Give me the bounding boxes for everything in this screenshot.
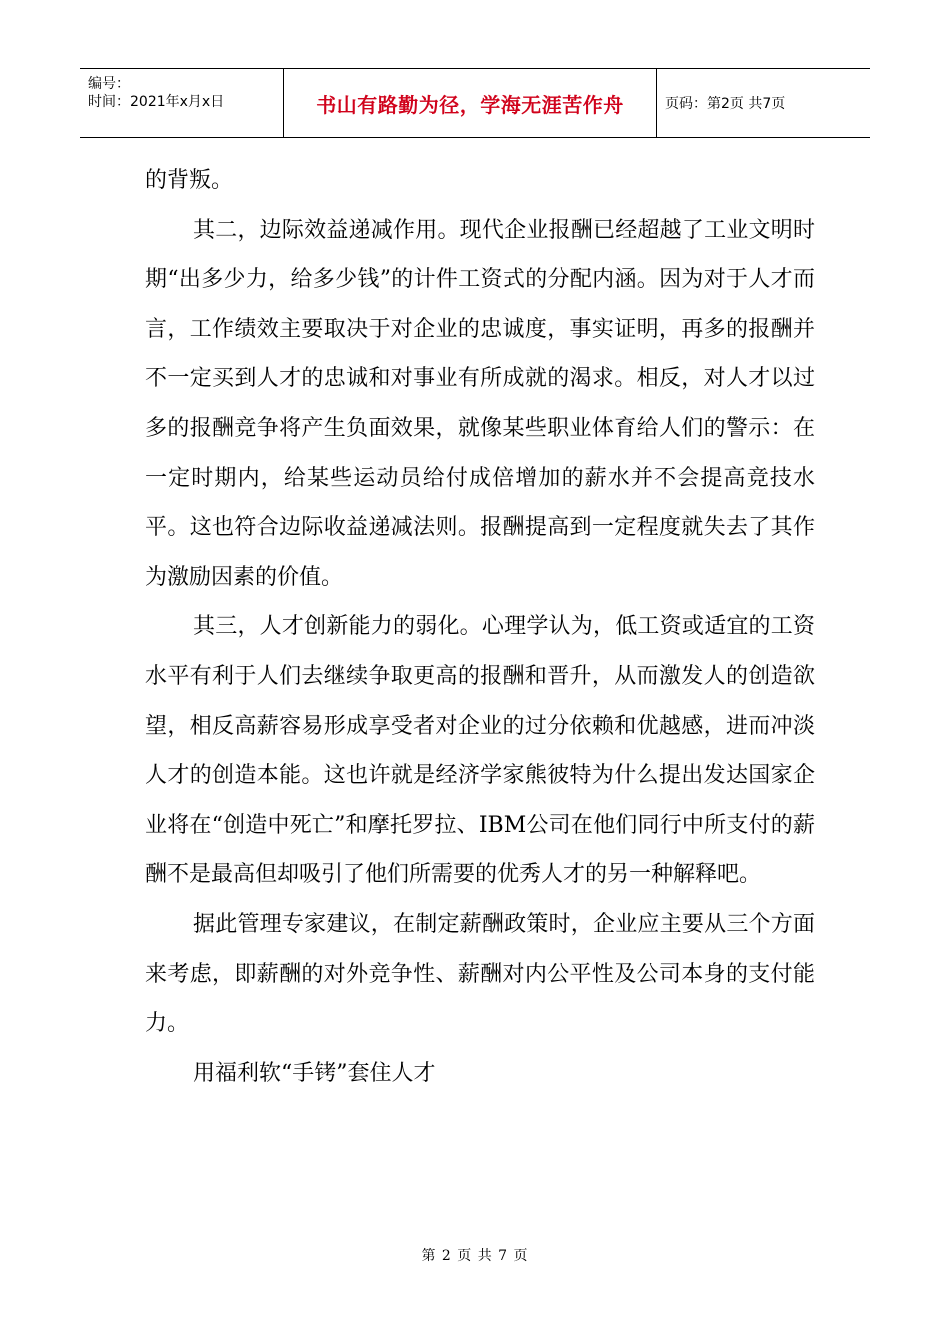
section-heading-benefits: 用福利软“手铐”套住人才 xyxy=(193,1060,436,1086)
header-meta xyxy=(80,69,283,137)
number-label: 编号： xyxy=(88,76,130,92)
document-body xyxy=(145,156,815,1098)
paragraph-marginal-utility: 其二，边际效益递减作用。现代企业报酬已经超越了工业文明时期“出多少力，给多少钱”的计件工资式的分配内涵。因为对于人才而言，工作绩效主要取决于对企业的忠诚度，事实证明，再多的报酬并不一定买到人才的忠诚和对事业有所成就的渴求。相反，对人才以过多的报酬竞争将产生负面效果，就像某些职业体育给人们的警示：在一定时期内，给某些运动员给付成倍增加的薪水并不会提高竞技水平。这也符合边际收益递减法则。报酬提高到一定程度就失去了其作为激励因素的价值。 xyxy=(145,217,815,590)
document-header xyxy=(80,68,870,138)
header-page-info: 页码：第2页 共7页 xyxy=(665,96,786,112)
time-label: 时间：2021年x月x日 xyxy=(88,94,225,110)
page-footer: 第 2 页 共 7 页 xyxy=(421,1248,529,1264)
header-motto-cell xyxy=(283,69,657,137)
paragraph-expert-advice: 据此管理专家建议，在制定薪酬政策时，企业应主要从三个方面来考虑，即薪酬的对外竞争性、薪酬对内公平性及公司本身的支付能力。 xyxy=(145,911,815,1037)
paragraph-innovation: 其三，人才创新能力的弱化。心理学认为，低工资或适宜的工资水平有利于人们去继续争取更高的报酬和晋升，从而激发人的创造欲望，相反高薪容易形成享受者对企业的过分依赖和优越感，进而冲淡人才的创造本能。这也许就是经济学家熊彼特为什么提出发达国家企业将在“创造中死亡”和摩托罗拉、IBM公司在他们同行中所支付的薪酬不是最高但却吸引了他们所需要的优秀人才的另一种解释吧。 xyxy=(145,614,815,888)
paragraph-continuation: 的背叛。 xyxy=(145,168,234,193)
header-motto: 书山有路勤为径，学海无涯苦作舟 xyxy=(316,92,624,117)
